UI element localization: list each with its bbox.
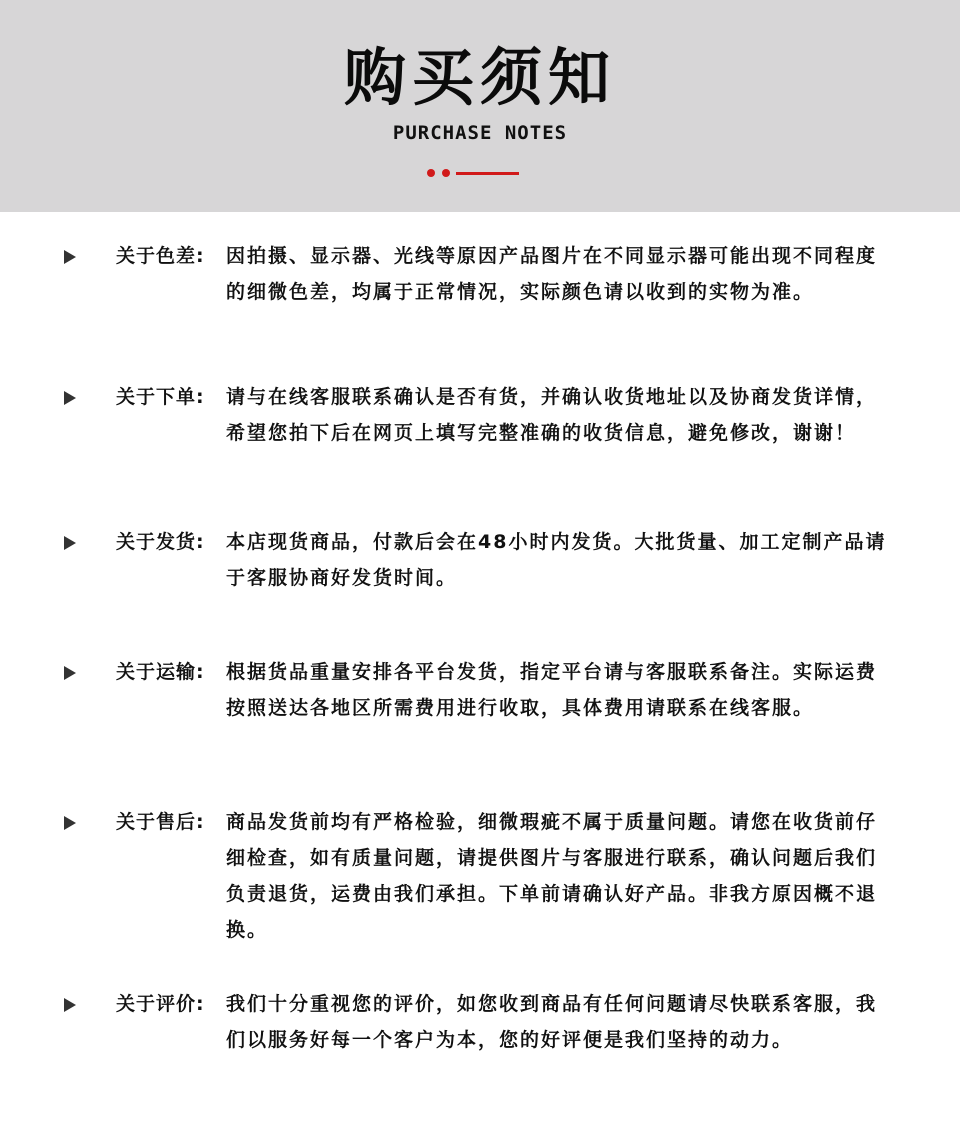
triangle-bullet-icon	[64, 250, 76, 264]
triangle-bullet-icon	[64, 391, 76, 405]
note-label: 关于发货:	[116, 531, 205, 553]
note-label: 关于下单:	[116, 386, 205, 408]
note-text: 我们十分重视您的评价，如您收到商品有任何问题请尽快联系客服，我们以服务好每一个客户为本，您的好评便是我们坚持的动力。	[226, 993, 878, 1051]
note-text: 商品发货前均有严格检验，细微瑕疵不属于质量问题。请您在收货前仔细检查，如有质量问题，请提供图片与客服进行联系，确认问题后我们负责退货，运费由我们承担。下单前请确认好产品。非我方原因概不退换。	[226, 811, 878, 941]
triangle-bullet-icon	[64, 998, 76, 1012]
page-title: 购买须知	[343, 41, 616, 114]
red-dot-icon	[442, 169, 450, 177]
note-label: 关于运输:	[116, 661, 205, 683]
title-decoration	[0, 166, 960, 180]
triangle-bullet-icon	[64, 536, 76, 550]
red-dot-icon	[427, 169, 435, 177]
note-text: 因拍摄、显示器、光线等原因产品图片在不同显示器可能出现不同程度的细微色差，均属于正常情况，实际颜色请以收到的实物为准。	[226, 245, 878, 303]
triangle-bullet-icon	[64, 666, 76, 680]
note-label: 关于售后:	[116, 811, 205, 833]
page-subtitle: PURCHASE NOTES	[392, 122, 568, 144]
note-label: 关于评价:	[116, 993, 205, 1015]
header-banner	[0, 0, 960, 212]
note-label: 关于色差:	[116, 245, 205, 267]
note-text: 请与在线客服联系确认是否有货，并确认收货地址以及协商发货详情，希望您拍下后在网页上填写完整准确的收货信息，避免修改，谢谢！	[226, 386, 878, 444]
triangle-bullet-icon	[64, 816, 76, 830]
note-text: 根据货品重量安排各平台发货，指定平台请与客服联系备注。实际运费按照送达各地区所需费用进行收取，具体费用请联系在线客服。	[226, 661, 878, 719]
red-underline	[456, 172, 519, 175]
note-text: 本店现货商品，付款后会在48小时内发货。大批货量、加工定制产品请于客服协商好发货时间。	[226, 531, 887, 589]
